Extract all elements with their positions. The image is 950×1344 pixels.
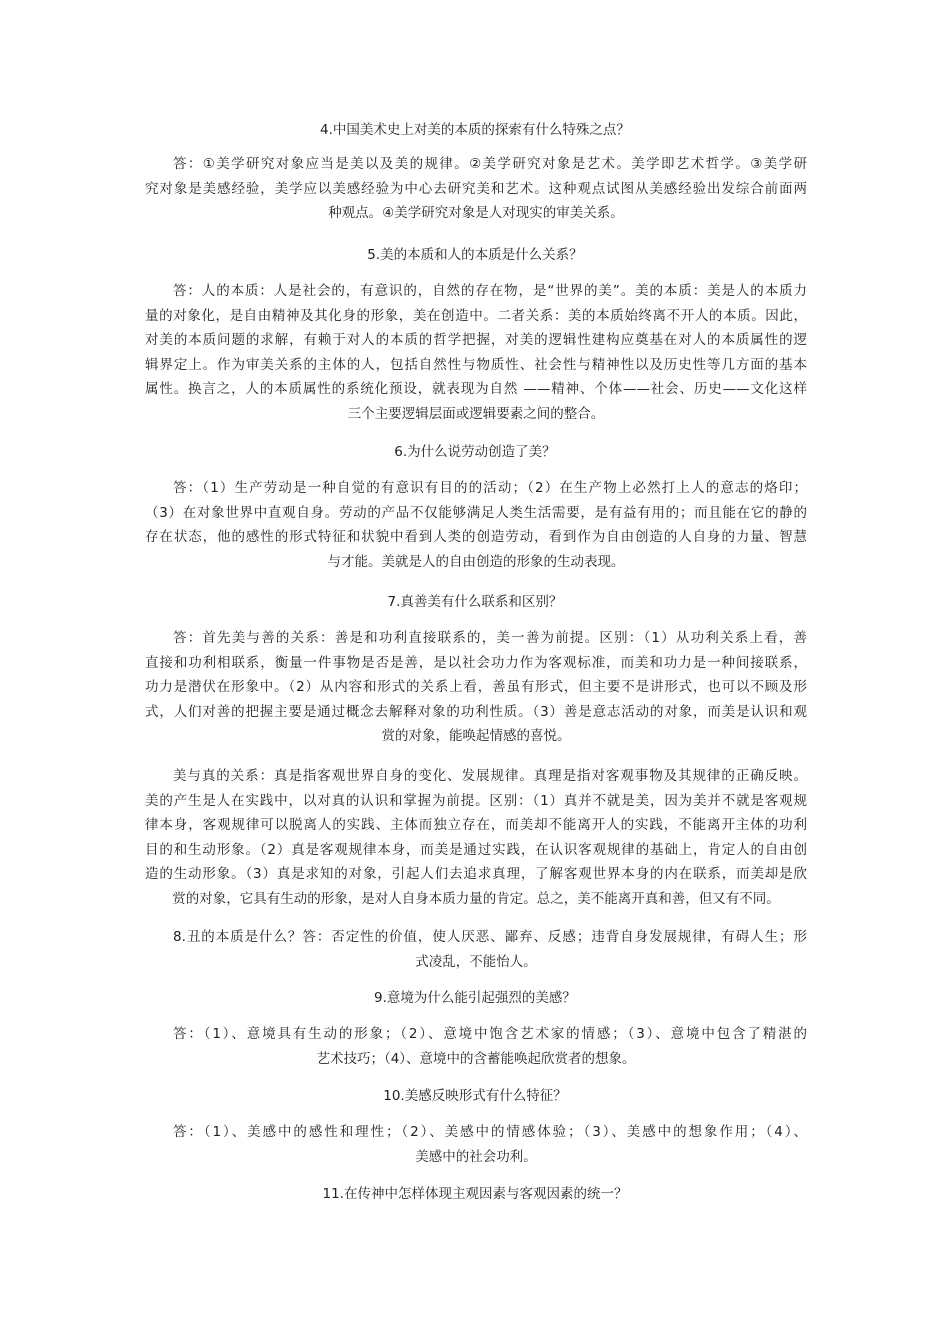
text-line: 三个主要逻辑层面或逻辑要素之间的整合。 [347, 405, 605, 422]
text-line: 答：（1）、意境具有生动的形象；（2）、意境中饱含艺术家的情感；（3）、意境中包含了精湛的 [173, 1026, 807, 1042]
answer-6-paragraph [145, 476, 807, 574]
text-line: 属性。换言之，人的本质属性的系统化预设，就表现为自然 ——精神、个体——社会、历史——文化这样 [145, 381, 807, 397]
text-line: 式凌乱，不能怡人。 [415, 953, 537, 970]
text-line: 目的和生动形象。（2）真是客观规律本身，而美是通过实践，在认识客观规律的基础上，肯定人的自由创 [145, 841, 807, 858]
text-line: 8.丑的本质是什么？答：否定性的价值，使人厌恶、鄙弃、反感；违背自身发展规律，有碍人生；形 [173, 929, 807, 945]
text-line: 量的对象化，是自由精神及其化身的形象，美在创造中。二者关系：美的本质始终离不开人的本质。因此， [145, 307, 807, 324]
text-line: 美与真的关系：真是指客观世界自身的变化、发展规律。真理是指对客观事物及其规律的正确反映。 [173, 768, 807, 784]
text-line: 对美的本质问题的求解，有赖于对人的本质的哲学把握，对美的逻辑性建构应奠基在对人的本质属性的逻 [145, 332, 807, 348]
text-line: 存在状态，他的感性的形式特征和状貌中看到人类的创造劳动，看到作为自由创造的人自身的力量、智慧 [145, 529, 807, 545]
text-line: 答：首先美与善的关系：善是和功利直接联系的，美一善为前提。区别：（1）从功利关系上看，善 [173, 630, 807, 646]
answer-9-paragraph [145, 1022, 807, 1071]
text-line: 与才能。美就是人的自由创造的形象的生动表现。 [327, 553, 625, 570]
answer-7-paragraph [145, 626, 807, 749]
text-line: 答：人的本质：人是社会的，有意识的，自然的存在物，是“世界的美”。美的本质：美是人的本质力 [173, 283, 807, 299]
question-9-heading: 9.意境为什么能引起强烈的美感？ [374, 990, 576, 1006]
text-line: 式，人们对善的把握主要是通过概念去解释对象的功利性质。（3）善是意志活动的对象，而美是认识和观 [145, 703, 807, 720]
text-line: 种观点。④美学研究对象是人对现实的审美关系。 [328, 205, 624, 221]
question-10-heading: 10.美感反映形式有什么特征？ [383, 1088, 567, 1104]
text-line: 美的产生是人在实践中，以对真的认识和掌握为前提。区别：（1）真并不就是美，因为美并不就是客观规 [145, 792, 807, 809]
question-6-heading: 6.为什么说劳动创造了美？ [394, 444, 556, 460]
text-line: 答：（1）、美感中的感性和理性；（2）、美感中的情感体验；（3）、美感中的想象作用；（4）、 [173, 1124, 807, 1140]
question-11-heading: 11.在传神中怎样体现主观因素与客观因素的统一？ [322, 1186, 628, 1202]
text-line: 功力是潜伏在形象中。（2）从内容和形式的关系上看，善虽有形式，但主要不是讲形式，也可以不顾及形 [145, 679, 807, 695]
question-7-heading: 7.真善美有什么联系和区别？ [387, 594, 563, 610]
question-5-heading: 5.美的本质和人的本质是什么关系？ [367, 247, 583, 263]
answer-10-paragraph [145, 1120, 807, 1169]
text-line: 赏的对象，能唤起情感的喜悦。 [381, 728, 571, 744]
text-line: 辑界定上。作为审美关系的主体的人，包括自然性与物质性、社会性与精神性以及历史性等几方面的基本 [145, 356, 807, 373]
text-line: 造的生动形象。（3）真是求知的对象，引起人们去追求真理，了解客观世界本身的内在联系，而美却是欣 [145, 866, 807, 882]
text-line: （3）在对象世界中直观自身。劳动的产品不仅能够满足人类生活需要，是有益有用的；而且能在它的静的 [145, 504, 807, 521]
text-line: 艺术技巧；（4）、意境中的含蓄能唤起欣赏者的想象。 [316, 1050, 636, 1067]
text-line: 直接和功利相联系，衡量一件事物是否是善，是以社会功力作为客观标准，而美和功力是一种间接联系， [145, 654, 807, 671]
text-line: 究对象是美感经验，美学应以美感经验为中心去研究美和艺术。这种观点试图从美感经验出发综合前面两 [145, 180, 807, 197]
text-line: 答：①美学研究对象应当是美以及美的规律。②美学研究对象是艺术。美学即艺术哲学。③美学研 [173, 156, 807, 172]
question-8-paragraph [145, 925, 807, 974]
answer-4-paragraph [145, 152, 807, 226]
text-line: 美感中的社会功利。 [415, 1148, 537, 1165]
text-line: 律本身，客观规律可以脱离人的实践、主体而独立存在，而美却不能离开人的实践，不能离开主体的功利 [145, 817, 807, 833]
text-line: 赏的对象，它具有生动的形象，是对人自身本质力量的肯定。总之，美不能离开真和善，但又有不同。 [172, 890, 780, 907]
question-4-heading: 4.中国美术史上对美的本质的探索有什么特殊之点？ [320, 122, 630, 138]
answer-5-paragraph [145, 279, 807, 426]
truth-beauty-paragraph [145, 764, 807, 911]
text-line: 答：（1）生产劳动是一种自觉的有意识有目的的活动；（2）在生产物上必然打上人的意志的烙印； [173, 480, 807, 496]
